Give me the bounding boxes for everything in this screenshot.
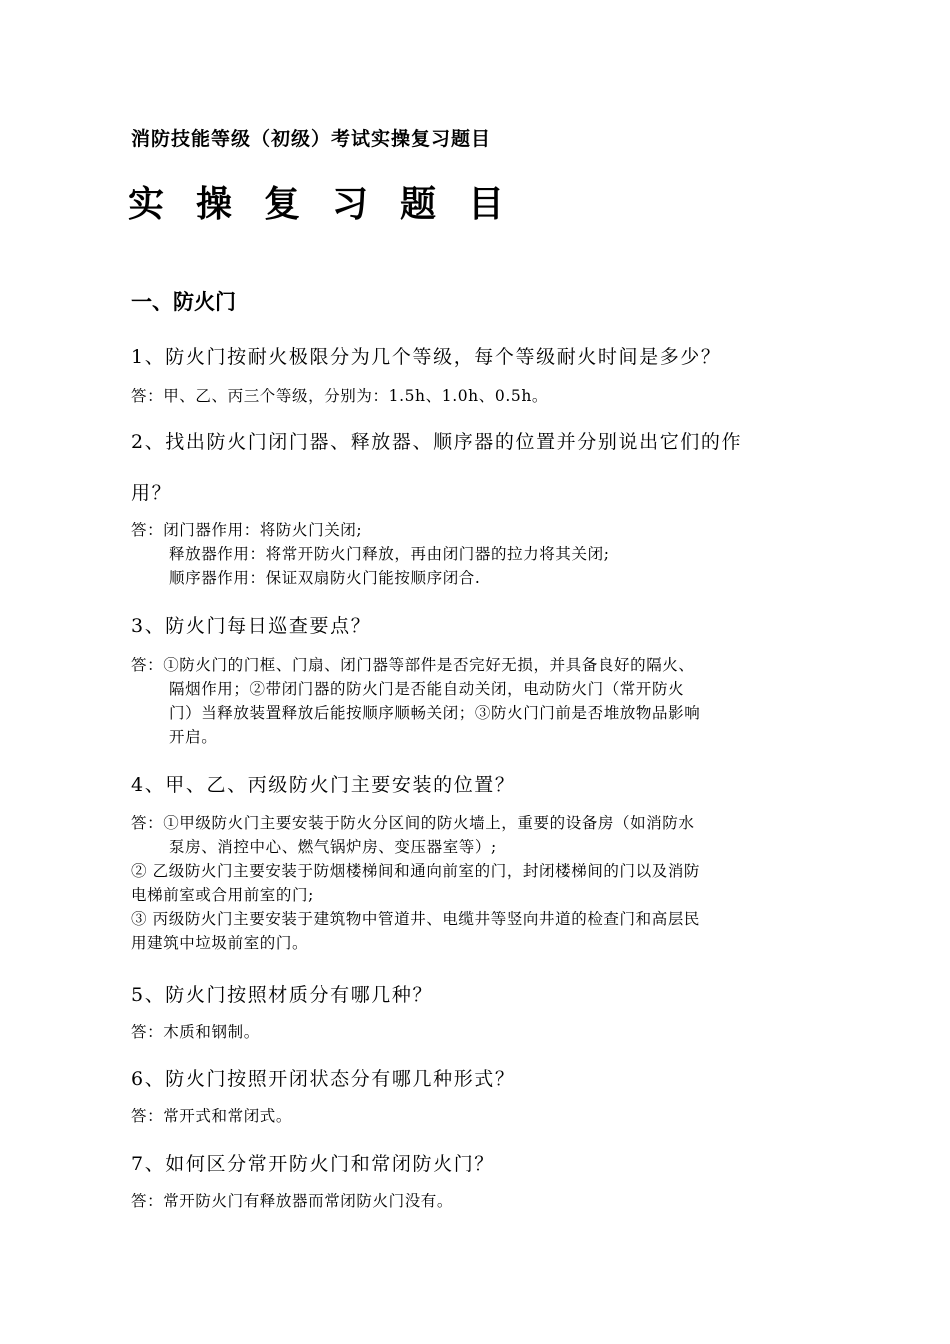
answer-3 bbox=[131, 653, 821, 749]
answer-6 bbox=[131, 1104, 821, 1128]
answer-line: 答：闭门器作用：将防火门关闭; bbox=[131, 521, 363, 539]
answer-7 bbox=[131, 1189, 821, 1213]
main-heading-char: 目 bbox=[468, 184, 505, 225]
answer-line: 答：常开式和常闭式。 bbox=[131, 1107, 293, 1125]
answer-4 bbox=[131, 811, 821, 955]
answer-line: ② 乙级防火门主要安装于防烟楼梯间和通向前室的门，封闭楼梯间的门以及消防 bbox=[131, 862, 701, 880]
answer-line: 泵房、消控中心、燃气锅炉房、变压器室等）; bbox=[169, 838, 497, 856]
answer-line: 答：甲、乙、丙三个等级，分别为：1.5h、1.0h、0.5h。 bbox=[131, 387, 548, 405]
answer-line: 答：木质和钢制。 bbox=[131, 1023, 260, 1041]
answer-line: 开启。 bbox=[169, 728, 218, 746]
answer-line: 答：常开防火门有释放器而常闭防火门没有。 bbox=[131, 1192, 454, 1210]
main-heading-char: 操 bbox=[196, 184, 233, 225]
main-heading bbox=[128, 176, 536, 227]
answer-line: 释放器作用：将常开防火门释放，再由闭门器的拉力将其关闭; bbox=[169, 545, 610, 563]
main-heading-char: 实 bbox=[128, 184, 165, 225]
answer-line: 电梯前室或合用前室的门; bbox=[131, 886, 314, 904]
answer-1 bbox=[131, 384, 821, 408]
main-heading-char: 复 bbox=[264, 184, 301, 225]
document-title: 消防技能等级（初级）考试实操复习题目 bbox=[131, 128, 492, 150]
question-2-line-2: 用？ bbox=[131, 482, 173, 504]
answer-line: 隔烟作用；②带闭门器的防火门是否能自动关闭，电动防火门（常开防火 bbox=[169, 680, 685, 698]
answer-5 bbox=[131, 1020, 821, 1044]
section-title: 一、防火门 bbox=[131, 290, 236, 314]
answer-line: 顺序器作用：保证双扇防火门能按顺序闭合. bbox=[169, 569, 481, 587]
question-4: 4、甲、乙、丙级防火门主要安装的位置？ bbox=[131, 774, 516, 796]
main-heading-char: 习 bbox=[332, 184, 369, 225]
question-7: 7、如何区分常开防火门和常闭防火门？ bbox=[131, 1153, 495, 1175]
question-3: 3、防火门每日巡查要点？ bbox=[131, 615, 372, 637]
question-1: 1、防火门按耐火极限分为几个等级，每个等级耐火时间是多少？ bbox=[131, 346, 722, 368]
question-2-line-1: 2、找出防火门闭门器、释放器、顺序器的位置并分别说出它们的作 bbox=[131, 431, 743, 453]
answer-line: 门）当释放装置释放后能按顺序顺畅关闭；③防火门门前是否堆放物品影响 bbox=[169, 704, 701, 722]
answer-line: 用建筑中垃圾前室的门。 bbox=[131, 934, 309, 952]
answer-line: ③ 丙级防火门主要安装于建筑物中管道井、电缆井等竖向井道的检查门和高层民 bbox=[131, 910, 701, 928]
question-5: 5、防火门按照材质分有哪几种？ bbox=[131, 984, 434, 1006]
question-6: 6、防火门按照开闭状态分有哪几种形式？ bbox=[131, 1068, 516, 1090]
answer-2 bbox=[131, 518, 821, 590]
main-heading-char: 题 bbox=[400, 184, 437, 225]
answer-line: 答：①甲级防火门主要安装于防火分区间的防火墙上，重要的设备房（如消防水 bbox=[131, 814, 695, 832]
answer-line: 答：①防火门的门框、门扇、闭门器等部件是否完好无损，并具备良好的隔火、 bbox=[131, 656, 695, 674]
